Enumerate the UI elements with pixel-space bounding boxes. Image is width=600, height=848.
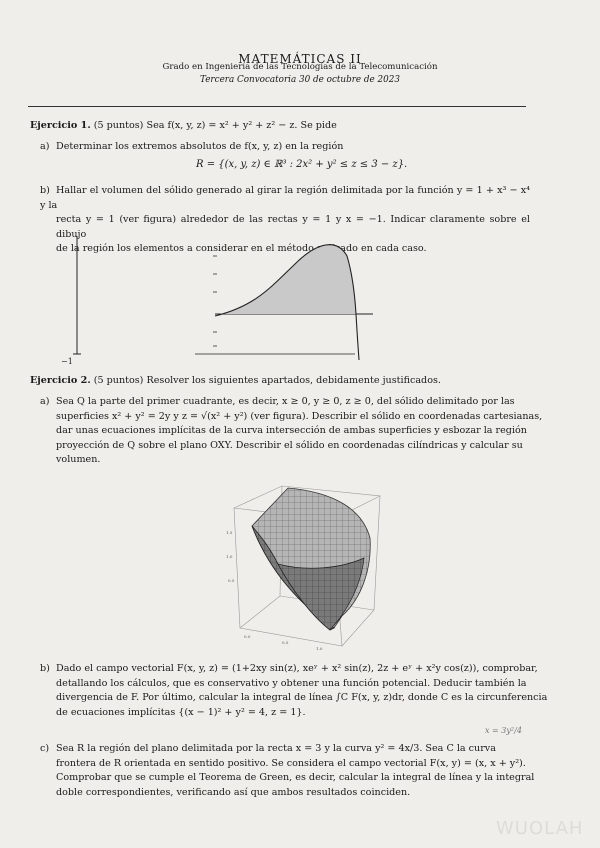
degree-name: Grado en Ingeniería de las Tecnologías de la Telecomunicación [162, 62, 438, 72]
exam-title: MATEMÁTICAS II [238, 52, 362, 66]
ej2-figure [222, 478, 392, 653]
ej1-b-line3: de la región los elementos a considerar en el método aplicado en cada caso. [56, 243, 427, 254]
ej1-points: (5 puntos) [93, 120, 144, 131]
ej2-c-line1: Sea R la región del plano delimitada por la recta x = 3 y la curva y² = 4x/3. Sea C la curva [56, 743, 496, 754]
ej2-c-label: c) [40, 743, 50, 754]
ej2-heading: Ejercicio 2. [30, 375, 91, 386]
fig1-ticks [213, 256, 217, 346]
ej2-a [40, 395, 552, 468]
svg-text:1.0: 1.0 [226, 554, 233, 559]
handwritten-note: x = 3y²/4 [485, 726, 522, 735]
svg-text:0.0: 0.0 [244, 634, 251, 639]
ej1-b-line1: Hallar el volumen del sólido generado al girar la región delimitada por la función y = 1 + x³ − x⁴ y la [40, 185, 530, 211]
ej2-statement: Resolver los siguientes apartados, debidamente justificados. [146, 375, 441, 386]
svg-text:1.0: 1.0 [316, 646, 323, 651]
ej2-c [40, 742, 555, 800]
ej1-a [40, 140, 343, 153]
ej2-points: (5 puntos) [93, 375, 144, 386]
ej2-c-line3: Comprobar que se cumple el Teorema de Green, es decir, calcular la integral de línea y la integral [56, 772, 535, 783]
ej1-b-line2: recta y = 1 (ver figura) alrededor de las rectas y = 1 y x = −1. Indicar claramente sobre el dibujo [56, 214, 530, 240]
ej2-b-line2: detallando los cálculos, que es conservativo y obtener una función potencial. Deducir también la [56, 677, 527, 689]
ej1-a-label: a) [40, 141, 50, 152]
ej2-a-line4: proyección de Q sobre el plano OXY. Describir el sólido en coordenadas cilíndricas y calcular su [56, 439, 523, 451]
watermark: WUOLAH [496, 818, 584, 839]
ej2-b-label: b) [40, 663, 50, 674]
svg-text:1.5: 1.5 [226, 530, 233, 535]
ej1-b-label: b) [40, 185, 50, 196]
svg-text:0.5: 0.5 [228, 578, 235, 583]
ej2-a-line1: Sea Q la parte del primer cuadrante, es decir, x ≥ 0, y ≥ 0, z ≥ 0, del sólido delimitado por las [56, 396, 515, 407]
ej2-b-line3: divergencia de F. Por último, calcular la integral de línea ∫C F(x, y, z)dr, donde C es la circunferencia [56, 692, 548, 703]
ej1-a-region: R = {(x, y, z) ∈ ℝ³ : 2x² + y² ≤ z ≤ 3 − z}. [196, 159, 408, 170]
ej1-heading: Ejercicio 1. [30, 120, 91, 131]
header-divider [28, 106, 526, 107]
fig2-solid-cone [278, 558, 364, 630]
ej1-figure [55, 236, 385, 366]
ej2-heading-line [30, 374, 441, 387]
ej2-c-line4: doble correspondientes, verificando así que ambos resultados coinciden. [56, 786, 411, 798]
svg-text:0.5: 0.5 [282, 640, 289, 645]
ej2-b-line1: Dado el campo vectorial F(x, y, z) = (1+2xy sin(z), xeʸ + x² sin(z), 2z + eʸ + x²y cos(z)), comprobar, [56, 663, 538, 674]
ej1-a-text: Determinar los extremos absolutos de f(x, y, z) en la región [56, 141, 344, 152]
ej2-a-line5: volumen. [56, 454, 101, 465]
ej2-a-label: a) [40, 396, 50, 407]
ej1-statement: Sea f(x, y, z) = x² + y² + z² − z. Se pide [146, 120, 337, 131]
ej2-c-line2: frontera de R orientada en sentido positivo. Se considera el campo vectorial F(x, y) = (x, x + y²). [56, 757, 526, 769]
ej2-a-line3: dar unas ecuaciones implícitas de la curva intersección de ambas superficies y esbozar la región [56, 425, 527, 436]
ej2-b [40, 662, 555, 720]
ej2-a-line2: superficies x² + y² = 2y y z = √(x² + y²) (ver figura). Describir el sólido en coordenadas cartesianas, [56, 410, 543, 422]
ej1-heading-line [30, 119, 337, 132]
exam-session: Tercera Convocatoria 30 de octubre de 2023 [200, 75, 400, 85]
fig1-tick-label: −1 [61, 357, 73, 366]
fig1-shaded-region [220, 245, 356, 314]
ej2-b-line4: de ecuaciones implícitas {(x − 1)² + y² = 4, z = 1}. [56, 706, 306, 718]
